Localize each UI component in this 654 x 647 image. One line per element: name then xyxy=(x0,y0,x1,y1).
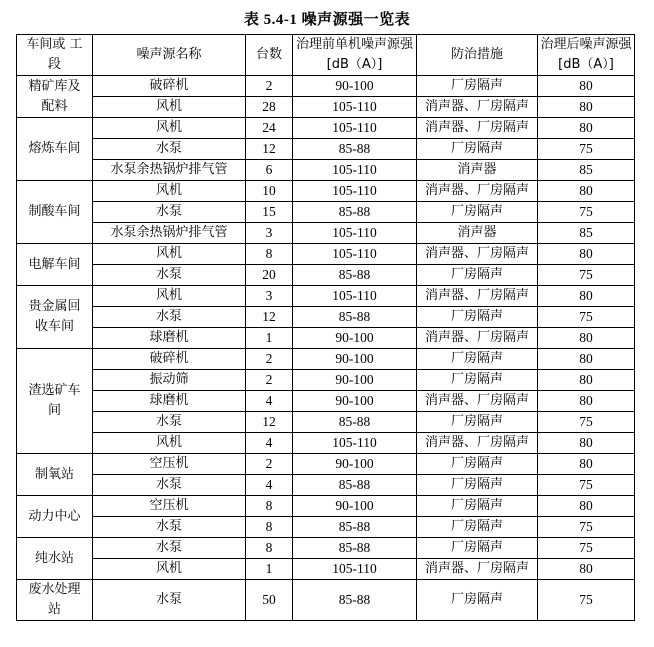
measures-cell: 消声器、厂房隔声 xyxy=(417,328,538,349)
workshop-cell: 制酸车间 xyxy=(17,181,93,244)
before-cell: 85-88 xyxy=(293,517,417,538)
before-cell: 85-88 xyxy=(293,475,417,496)
table-row xyxy=(17,412,635,433)
table-row xyxy=(17,349,635,370)
workshop-cell: 纯水站 xyxy=(17,538,93,580)
before-cell: 105-110 xyxy=(293,160,417,181)
table-row xyxy=(17,580,635,621)
measures-cell: 消声器 xyxy=(417,223,538,244)
measures-cell: 厂房隔声 xyxy=(417,496,538,517)
count-cell: 3 xyxy=(246,223,293,244)
before-cell: 105-110 xyxy=(293,559,417,580)
table-row xyxy=(17,328,635,349)
table-row xyxy=(17,538,635,559)
table-row xyxy=(17,559,635,580)
before-cell: 90-100 xyxy=(293,454,417,475)
count-cell: 12 xyxy=(246,412,293,433)
measures-cell: 消声器、厂房隔声 xyxy=(417,286,538,307)
header-measures: 防治措施 xyxy=(417,35,538,76)
measures-cell: 消声器、厂房隔声 xyxy=(417,559,538,580)
source-cell: 风机 xyxy=(93,559,246,580)
count-cell: 2 xyxy=(246,370,293,391)
measures-cell: 厂房隔声 xyxy=(417,265,538,286)
table-row xyxy=(17,202,635,223)
count-cell: 2 xyxy=(246,76,293,97)
before-cell: 105-110 xyxy=(293,181,417,202)
header-before: 治理前单机噪声源强[dB（A）] xyxy=(293,35,417,76)
after-cell: 80 xyxy=(538,181,635,202)
header-count: 台数 xyxy=(246,35,293,76)
measures-cell: 厂房隔声 xyxy=(417,517,538,538)
after-cell: 75 xyxy=(538,265,635,286)
after-cell: 80 xyxy=(538,118,635,139)
count-cell: 50 xyxy=(246,580,293,621)
after-cell: 80 xyxy=(538,286,635,307)
source-cell: 球磨机 xyxy=(93,391,246,412)
source-cell: 水泵 xyxy=(93,580,246,621)
table-row xyxy=(17,475,635,496)
before-cell: 105-110 xyxy=(293,223,417,244)
before-cell: 90-100 xyxy=(293,496,417,517)
workshop-cell: 动力中心 xyxy=(17,496,93,538)
after-cell: 80 xyxy=(538,559,635,580)
measures-cell: 厂房隔声 xyxy=(417,139,538,160)
measures-cell: 消声器、厂房隔声 xyxy=(417,391,538,412)
table-row xyxy=(17,97,635,118)
measures-cell: 厂房隔声 xyxy=(417,349,538,370)
measures-cell: 消声器、厂房隔声 xyxy=(417,118,538,139)
table-row xyxy=(17,391,635,412)
table-title: 表 5.4-1 噪声源强一览表 xyxy=(243,12,411,28)
source-cell: 水泵 xyxy=(93,265,246,286)
count-cell: 8 xyxy=(246,244,293,265)
after-cell: 80 xyxy=(538,496,635,517)
table-row xyxy=(17,496,635,517)
count-cell: 28 xyxy=(246,97,293,118)
count-cell: 4 xyxy=(246,433,293,454)
table-row xyxy=(17,517,635,538)
measures-cell: 厂房隔声 xyxy=(417,538,538,559)
before-cell: 105-110 xyxy=(293,97,417,118)
count-cell: 12 xyxy=(246,307,293,328)
table-row xyxy=(17,139,635,160)
after-cell: 75 xyxy=(538,580,635,621)
count-cell: 3 xyxy=(246,286,293,307)
count-cell: 4 xyxy=(246,391,293,412)
measures-cell: 厂房隔声 xyxy=(417,475,538,496)
table-row xyxy=(17,223,635,244)
measures-cell: 厂房隔声 xyxy=(417,307,538,328)
count-cell: 20 xyxy=(246,265,293,286)
before-cell: 85-88 xyxy=(293,265,417,286)
before-cell: 90-100 xyxy=(293,328,417,349)
measures-cell: 消声器、厂房隔声 xyxy=(417,244,538,265)
measures-cell: 厂房隔声 xyxy=(417,202,538,223)
table-row xyxy=(17,118,635,139)
measures-cell: 厂房隔声 xyxy=(417,454,538,475)
table-row xyxy=(17,181,635,202)
workshop-cell: 熔炼车间 xyxy=(17,118,93,181)
before-cell: 85-88 xyxy=(293,307,417,328)
table-body xyxy=(17,76,635,621)
before-cell: 105-110 xyxy=(293,286,417,307)
before-cell: 105-110 xyxy=(293,118,417,139)
after-cell: 80 xyxy=(538,97,635,118)
table-row xyxy=(17,433,635,454)
measures-cell: 厂房隔声 xyxy=(417,580,538,621)
after-cell: 80 xyxy=(538,349,635,370)
source-cell: 水泵 xyxy=(93,139,246,160)
count-cell: 2 xyxy=(246,454,293,475)
before-cell: 105-110 xyxy=(293,244,417,265)
header-source: 噪声源名称 xyxy=(93,35,246,76)
table-row xyxy=(17,370,635,391)
count-cell: 2 xyxy=(246,349,293,370)
source-cell: 水泵 xyxy=(93,517,246,538)
after-cell: 75 xyxy=(538,202,635,223)
source-cell: 水泵 xyxy=(93,307,246,328)
count-cell: 6 xyxy=(246,160,293,181)
source-cell: 风机 xyxy=(93,181,246,202)
measures-cell: 消声器、厂房隔声 xyxy=(417,97,538,118)
header-after: 治理后噪声源强[dB（A）] xyxy=(538,35,635,76)
source-cell: 风机 xyxy=(93,97,246,118)
source-cell: 水泵 xyxy=(93,538,246,559)
table-row xyxy=(17,307,635,328)
source-cell: 振动筛 xyxy=(93,370,246,391)
source-cell: 水泵余热锅炉排气管 xyxy=(93,160,246,181)
source-cell: 水泵 xyxy=(93,202,246,223)
measures-cell: 厂房隔声 xyxy=(417,412,538,433)
before-cell: 85-88 xyxy=(293,580,417,621)
after-cell: 75 xyxy=(538,475,635,496)
after-cell: 85 xyxy=(538,160,635,181)
count-cell: 1 xyxy=(246,328,293,349)
measures-cell: 消声器、厂房隔声 xyxy=(417,433,538,454)
workshop-cell: 制氧站 xyxy=(17,454,93,496)
measures-cell: 厂房隔声 xyxy=(417,76,538,97)
before-cell: 85-88 xyxy=(293,202,417,223)
source-cell: 风机 xyxy=(93,244,246,265)
table-row xyxy=(17,160,635,181)
table-row xyxy=(17,265,635,286)
before-cell: 90-100 xyxy=(293,349,417,370)
after-cell: 80 xyxy=(538,244,635,265)
header-workshop: 车间或 工段 xyxy=(17,35,93,76)
after-cell: 80 xyxy=(538,328,635,349)
before-cell: 105-110 xyxy=(293,433,417,454)
count-cell: 1 xyxy=(246,559,293,580)
count-cell: 8 xyxy=(246,517,293,538)
header-row xyxy=(17,35,635,76)
count-cell: 8 xyxy=(246,496,293,517)
count-cell: 12 xyxy=(246,139,293,160)
table-row xyxy=(17,76,635,97)
count-cell: 15 xyxy=(246,202,293,223)
source-cell: 风机 xyxy=(93,286,246,307)
after-cell: 75 xyxy=(538,538,635,559)
measures-cell: 消声器 xyxy=(417,160,538,181)
workshop-cell: 废水处理站 xyxy=(17,580,93,621)
measures-cell: 消声器、厂房隔声 xyxy=(417,181,538,202)
source-cell: 破碎机 xyxy=(93,76,246,97)
before-cell: 85-88 xyxy=(293,538,417,559)
source-cell: 水泵 xyxy=(93,412,246,433)
table-row xyxy=(17,454,635,475)
after-cell: 75 xyxy=(538,139,635,160)
source-cell: 水泵 xyxy=(93,475,246,496)
after-cell: 75 xyxy=(538,412,635,433)
noise-source-table xyxy=(16,34,635,621)
workshop-cell: 电解车间 xyxy=(17,244,93,286)
source-cell: 风机 xyxy=(93,433,246,454)
count-cell: 24 xyxy=(246,118,293,139)
after-cell: 80 xyxy=(538,76,635,97)
after-cell: 85 xyxy=(538,223,635,244)
before-cell: 85-88 xyxy=(293,412,417,433)
count-cell: 4 xyxy=(246,475,293,496)
before-cell: 90-100 xyxy=(293,370,417,391)
source-cell: 破碎机 xyxy=(93,349,246,370)
after-cell: 75 xyxy=(538,517,635,538)
count-cell: 8 xyxy=(246,538,293,559)
after-cell: 75 xyxy=(538,307,635,328)
after-cell: 80 xyxy=(538,391,635,412)
after-cell: 80 xyxy=(538,433,635,454)
workshop-cell: 渣选矿车间 xyxy=(17,349,93,454)
before-cell: 90-100 xyxy=(293,391,417,412)
source-cell: 空压机 xyxy=(93,454,246,475)
before-cell: 90-100 xyxy=(293,76,417,97)
source-cell: 空压机 xyxy=(93,496,246,517)
workshop-cell: 精矿库及配料 xyxy=(17,76,93,118)
table-row xyxy=(17,244,635,265)
source-cell: 球磨机 xyxy=(93,328,246,349)
measures-cell: 厂房隔声 xyxy=(417,370,538,391)
after-cell: 80 xyxy=(538,454,635,475)
before-cell: 85-88 xyxy=(293,139,417,160)
source-cell: 风机 xyxy=(93,118,246,139)
count-cell: 10 xyxy=(246,181,293,202)
source-cell: 水泵余热锅炉排气管 xyxy=(93,223,246,244)
workshop-cell: 贵金属回收车间 xyxy=(17,286,93,349)
table-row xyxy=(17,286,635,307)
after-cell: 80 xyxy=(538,370,635,391)
